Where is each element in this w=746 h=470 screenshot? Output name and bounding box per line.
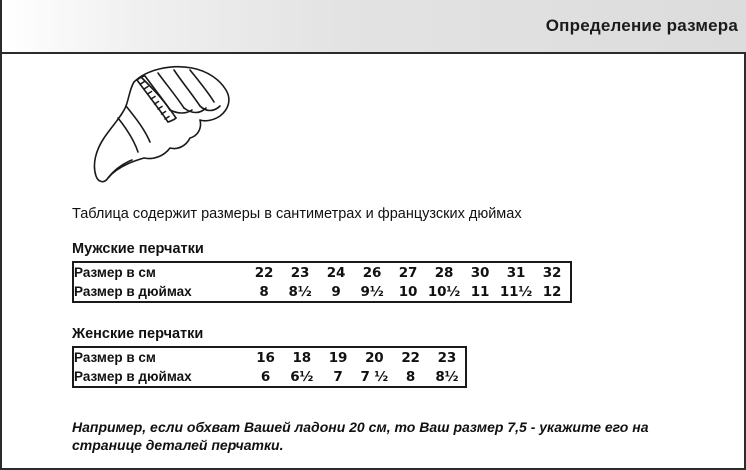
header-divider [2, 52, 746, 54]
cell-value: 10 [398, 283, 418, 300]
cell-value: 26 [362, 264, 382, 281]
table-row [73, 282, 571, 302]
cell-value: 28 [434, 264, 454, 281]
men-section-title: Мужские перчатки [72, 241, 204, 257]
women-section-title: Женские перчатки [72, 326, 204, 342]
cell-value: 20 [365, 349, 384, 366]
row-label: Размер в см [74, 350, 156, 365]
row-label: Размер в дюймах [74, 284, 192, 299]
cell-value: 8½ [435, 368, 459, 385]
cell-value: 31 [506, 264, 526, 281]
cell-value: 23 [437, 349, 457, 366]
cell-value: 22 [401, 349, 420, 366]
cell-value: 12 [542, 283, 562, 300]
hand-measure-illustration [74, 58, 264, 183]
table-row [73, 262, 571, 282]
cell-value: 19 [328, 349, 348, 366]
cell-value: 7 [333, 368, 343, 385]
cell-value: 30 [470, 264, 490, 281]
cell-value: 24 [326, 264, 346, 281]
cell-value: 32 [542, 264, 562, 281]
example-text: Например, если обхват Вашей ладони 20 см, то Ваш размер 7,5 - укажите его на странице деталей перчатки. [72, 419, 649, 454]
cell-value: 8 [405, 368, 416, 385]
cell-value: 23 [290, 264, 310, 281]
cell-value: 9 [331, 283, 341, 300]
cell-value: 9½ [360, 283, 384, 300]
cell-value: 6½ [290, 368, 314, 385]
cell-value: 8 [259, 283, 269, 300]
cell-value: 16 [256, 349, 275, 366]
men-size-table [72, 261, 572, 303]
cell-value: 22 [254, 264, 274, 281]
cell-value: 27 [398, 264, 418, 281]
cell-value: 18 [292, 349, 311, 366]
table-row [73, 347, 466, 367]
cell-value: 7 ½ [360, 368, 388, 385]
cell-value: 6 [260, 368, 271, 385]
intro-text: Таблица содержит размеры в сантиметрах и французских дюймах [72, 206, 522, 222]
cell-value: 11 [470, 283, 490, 300]
row-label: Размер в см [74, 265, 156, 280]
cell-value: 8½ [288, 283, 312, 300]
cell-value: 10½ [427, 283, 461, 300]
page-title: Определение размера [545, 16, 738, 35]
women-size-table [72, 346, 467, 388]
table-row [73, 367, 466, 387]
row-label: Размер в дюймах [74, 369, 192, 384]
cell-value: 11½ [499, 283, 533, 300]
